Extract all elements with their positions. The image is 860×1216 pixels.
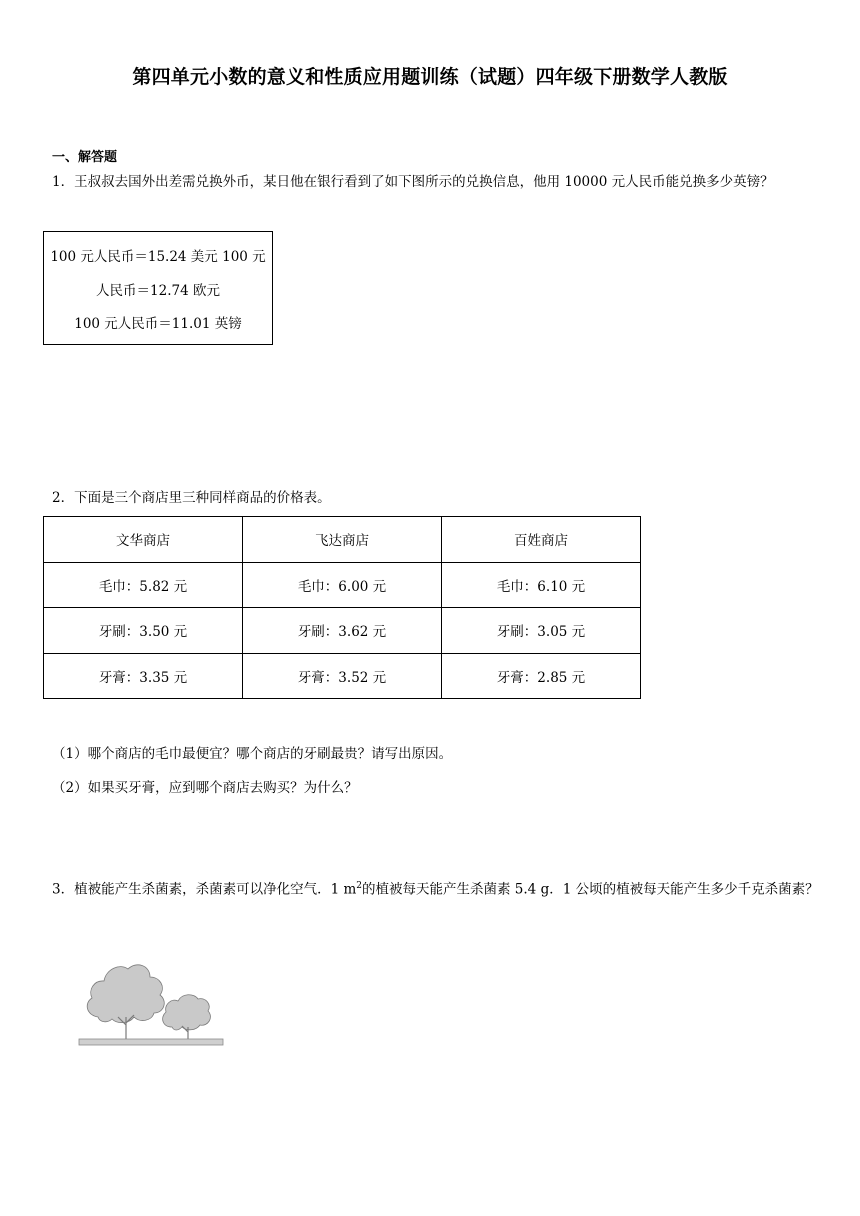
price-table (43, 516, 641, 699)
question-3-text (52, 870, 822, 907)
question-1-text: 1．王叔叔去国外出差需兑换外币，某日他在银行看到了如下图所示的兑换信息，他用 10000 元人民币能兑换多少英镑？ (52, 174, 774, 190)
table-cell: 毛巾：6.00 元 (243, 562, 442, 608)
exchange-rate-box (43, 231, 273, 345)
table-cell: 毛巾：5.82 元 (44, 562, 243, 608)
question-2-sub-1: （1）哪个商店的毛巾最便宜？哪个商店的牙刷最贵？请写出原因。 (52, 746, 453, 762)
table-cell: 牙刷：3.50 元 (44, 608, 243, 654)
table-cell: 牙膏：3.52 元 (243, 653, 442, 699)
trees-illustration (76, 955, 226, 1050)
question-3-text-a: 3．植被能产生杀菌素，杀菌素可以净化空气．1 m (52, 881, 357, 898)
table-row (44, 653, 641, 699)
table-cell: 毛巾：6.10 元 (442, 562, 641, 608)
table-row (44, 562, 641, 608)
table-cell: 牙刷：3.62 元 (243, 608, 442, 654)
question-3-text-b: 的植被每天能产生杀菌素 5.4 g．1 公顷的植被每天能产生多少千克杀菌素？ (362, 881, 819, 898)
question-2-sub-2: （2）如果买牙膏，应到哪个商店去购买？为什么？ (52, 780, 358, 796)
header-wenhua: 文华商店 (44, 517, 243, 563)
table-cell: 牙膏：2.85 元 (442, 653, 641, 699)
page-title: 第四单元小数的意义和性质应用题训练（试题）四年级下册数学人教版 (132, 66, 728, 88)
section-heading: 一、解答题 (52, 150, 118, 165)
table-cell: 牙膏：3.35 元 (44, 653, 243, 699)
square-superscript: 2 (356, 881, 363, 891)
rate-line-2: 人民币＝12.74 欧元 (96, 282, 220, 299)
table-header-row (44, 517, 641, 563)
table-row (44, 608, 641, 654)
question-2-intro: 2．下面是三个商店里三种同样商品的价格表。 (52, 490, 331, 506)
rate-line-1: 100 元人民币＝15.24 美元 100 元 (50, 249, 266, 265)
header-feida: 飞达商店 (243, 517, 442, 563)
header-baixing: 百姓商店 (442, 517, 641, 563)
rate-line-3: 100 元人民币＝11.01 英镑 (74, 316, 242, 332)
table-cell: 牙刷：3.05 元 (442, 608, 641, 654)
